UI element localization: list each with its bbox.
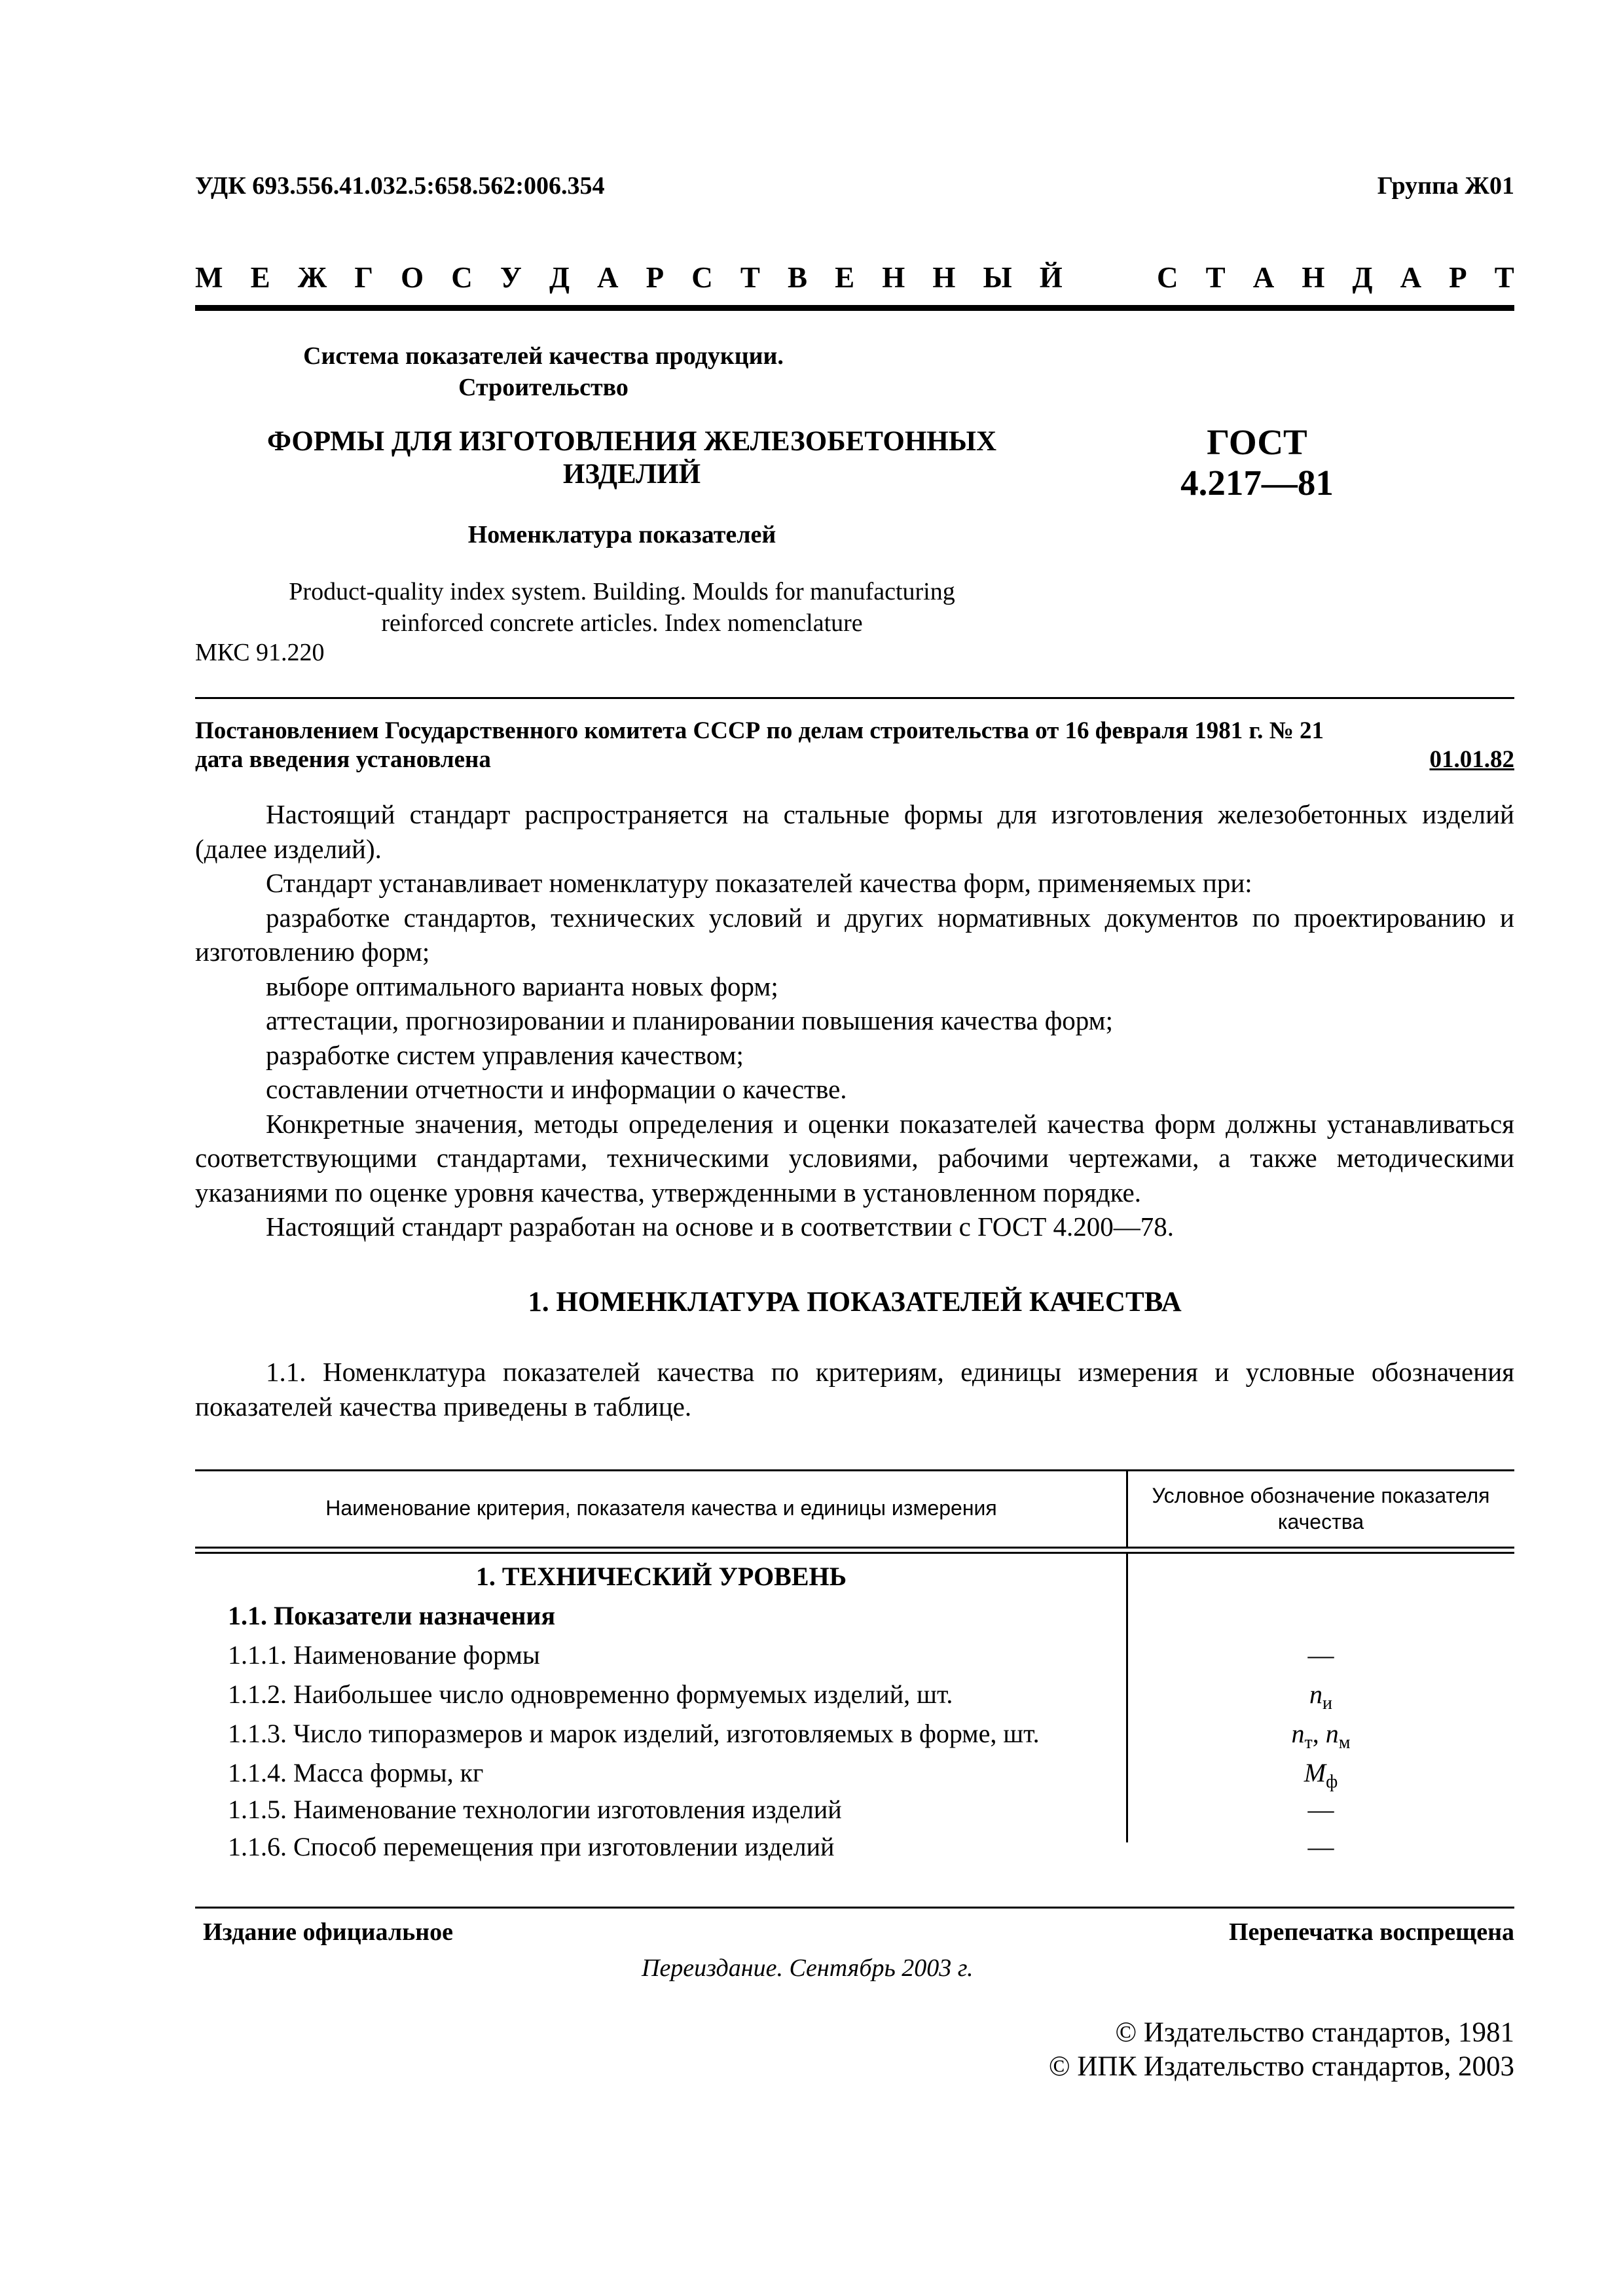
- english-line: Product-quality index system. Building. Moulds for manufacturing: [289, 578, 955, 605]
- paragraph: аттестации, прогнозировании и планировании повышения качества форм;: [266, 1005, 1113, 1035]
- heading-letter: Ж: [297, 261, 327, 294]
- copyright-line: © Издательство стандартов, 1981: [1115, 2017, 1514, 2048]
- udk-code: УДК 693.556.41.032.5:658.562:006.354: [195, 172, 605, 200]
- heading-letter: Т: [1205, 261, 1226, 294]
- heading-letter: Р: [1449, 261, 1467, 294]
- table-row: [195, 1640, 1514, 1679]
- header-rule: [195, 305, 1514, 311]
- group-code: Группа Ж01: [1377, 172, 1514, 200]
- footer-rule: [195, 1907, 1514, 1909]
- heading-letter: Е: [250, 261, 270, 294]
- symbol-letter: M: [1304, 1758, 1326, 1787]
- symbol-subscript: т: [1304, 1732, 1313, 1753]
- paragraph: составлении отчетности и информации о качестве.: [266, 1074, 847, 1104]
- decree-date-label: дата введения установлена: [195, 746, 491, 773]
- english-line: reinforced concrete articles. Index nomenclature: [381, 609, 863, 637]
- series-line: Система показателей качества продукции.: [303, 342, 784, 370]
- copyright-block: [1049, 2016, 1514, 2084]
- table-subgroup-row: [195, 1600, 1514, 1640]
- official-edition: Издание официальное: [203, 1918, 454, 1946]
- section-paragraph: [195, 1355, 1514, 1424]
- col-header-symbol: [1127, 1482, 1514, 1535]
- table-row: [195, 1831, 1514, 1871]
- heading-letter: А: [1400, 261, 1422, 294]
- indicator-symbol: [1127, 1679, 1514, 1714]
- symbol-subscript: м: [1338, 1732, 1351, 1753]
- heading-letter: Н: [932, 261, 956, 294]
- interstate-standard-heading: [195, 260, 1514, 295]
- intro-text: [195, 797, 1514, 1244]
- paragraph: Стандарт устанавливает номенклатуру показателей качества форм, применяемых при:: [266, 868, 1252, 898]
- decree-date: 01.01.82: [1429, 746, 1514, 773]
- indicator-name: 1.1.5. Наименование технологии изготовления изделий: [228, 1795, 842, 1824]
- table-row: [195, 1718, 1514, 1757]
- column-divider: [1126, 1469, 1128, 1547]
- heading-letter: Н: [882, 261, 905, 294]
- english-title: [229, 576, 1015, 639]
- indicator-name: 1.1.2. Наибольшее число одновременно формуемых изделий, шт.: [228, 1679, 953, 1709]
- subgroup-title: 1.1. Показатели назначения: [228, 1601, 556, 1630]
- paragraph: разработке стандартов, технических условий и других нормативных документов по проектированию и изготовлению форм;: [195, 902, 1514, 967]
- heading-letter: Д: [549, 261, 570, 294]
- gost-label: ГОСТ: [1207, 422, 1307, 462]
- indicators-table: [195, 1469, 1514, 1862]
- col-header-line: качества: [1277, 1510, 1364, 1534]
- symbol-letter: n: [1291, 1719, 1305, 1748]
- paragraph: Конкретные значения, методы определения и оценки показателей качества форм должны устанавливаться соответствующими стандартами, техническими условиями, рабочими чертежами, а также методическими указаниями по оценке уровня качества, утвержденными в установленном порядке.: [195, 1108, 1514, 1208]
- heading-letter: А: [597, 261, 619, 294]
- decree-line: Постановлением Государственного комитета СССР по делам строительства от 16 февраля 1981 г. № 21: [195, 717, 1324, 744]
- heading-letter: [1090, 260, 1129, 295]
- header-rule-1: [195, 1547, 1514, 1549]
- title-line: ФОРМЫ ДЛЯ ИЗГОТОВЛЕНИЯ ЖЕЛЕЗОБЕТОННЫХ: [266, 426, 997, 457]
- decree-date-line: [195, 745, 1514, 774]
- gost-number: [1178, 422, 1336, 503]
- document-title: [196, 425, 1067, 491]
- heading-letter: О: [401, 261, 424, 294]
- decree-block: [195, 717, 1514, 774]
- table-group-row: [195, 1561, 1514, 1600]
- symbol-subscript: ф: [1326, 1772, 1338, 1792]
- reissue-note: Переиздание. Сентябрь 2003 г.: [642, 1954, 974, 1982]
- reprint-notice: Перепечатка воспрещена: [1228, 1918, 1514, 1946]
- group-title: 1. ТЕХНИЧЕСКИЙ УРОВЕНЬ: [475, 1562, 847, 1591]
- col-header-line: Условное обозначение показателя: [1152, 1484, 1490, 1507]
- heading-letter: А: [1252, 261, 1275, 294]
- indicator-name: 1.1.3. Число типоразмеров и марок изделий, изготовляемых в форме, шт.: [228, 1719, 1040, 1748]
- symbol-letter: n: [1309, 1679, 1322, 1709]
- col-header-name: Наименование критерия, показателя качества и единицы измерения: [325, 1496, 997, 1520]
- heading-letter: Г: [354, 261, 373, 294]
- copyright-line: © ИПК Издательство стандартов, 2003: [1048, 2051, 1514, 2082]
- heading-letter: С: [691, 261, 713, 294]
- heading-letter: С: [1157, 261, 1178, 294]
- header-rule-2: [195, 1552, 1514, 1554]
- indicator-symbol: [1127, 1757, 1514, 1793]
- table-row: [195, 1679, 1514, 1718]
- paragraph: Настоящий стандарт разработан на основе и в соответствии с ГОСТ 4.200—78.: [266, 1211, 1175, 1242]
- heading-letter: Е: [835, 261, 855, 294]
- paragraph: Настоящий стандарт распространяется на стальные формы для изготовления железобетонных изделий (далее изделий).: [195, 799, 1514, 864]
- paragraph: выборе оптимального варианта новых форм;: [266, 971, 778, 1001]
- heading-letter: С: [451, 261, 473, 294]
- heading-letter: Н: [1302, 261, 1325, 294]
- section-title: 1. НОМЕНКЛАТУРА ПОКАЗАТЕЛЕЙ КАЧЕСТВА: [528, 1287, 1182, 1318]
- title-rule: [195, 697, 1514, 699]
- series-title: [282, 340, 805, 403]
- heading-letter: Д: [1352, 261, 1373, 294]
- indicator-symbol: —: [1307, 1640, 1334, 1670]
- gost-code: 4.217—81: [1180, 463, 1334, 503]
- title-line: ИЗДЕЛИЙ: [562, 459, 701, 490]
- heading-letter: Р: [646, 261, 665, 294]
- indicator-name: 1.1.1. Наименование формы: [228, 1640, 540, 1670]
- indicator-name: 1.1.4. Масса формы, кг: [228, 1758, 484, 1787]
- table-header: [195, 1469, 1514, 1547]
- heading-letter: Й: [1039, 261, 1063, 294]
- indicator-symbol: —: [1307, 1795, 1334, 1824]
- heading-letter: Т: [1494, 261, 1514, 294]
- heading-letter: У: [500, 261, 522, 294]
- mks-code: МКС 91.220: [195, 639, 325, 666]
- indicator-symbol: $n_т$, $n_м$: [1291, 1719, 1351, 1753]
- symbol-letter: n: [1325, 1719, 1339, 1748]
- document-subtitle: Номенклатура показателей: [467, 521, 776, 548]
- table-row: [195, 1757, 1514, 1797]
- heading-letter: Т: [740, 261, 760, 294]
- heading-letter: Ы: [983, 261, 1012, 294]
- indicator-name: 1.1.6. Способ перемещения при изготовлении изделий: [228, 1832, 835, 1861]
- paragraph: разработке систем управления качеством;: [266, 1039, 744, 1070]
- indicator-symbol: —: [1307, 1832, 1334, 1861]
- paragraph: 1.1. Номенклатура показателей качества по критериям, единицы измерения и условные обозначения показателей качества приведены в таблице.: [195, 1357, 1514, 1422]
- table-row: [195, 1794, 1514, 1833]
- series-line: Строительство: [458, 374, 629, 401]
- symbol-subscript: и: [1322, 1693, 1332, 1713]
- heading-letter: М: [195, 261, 223, 294]
- heading-letter: В: [787, 261, 807, 294]
